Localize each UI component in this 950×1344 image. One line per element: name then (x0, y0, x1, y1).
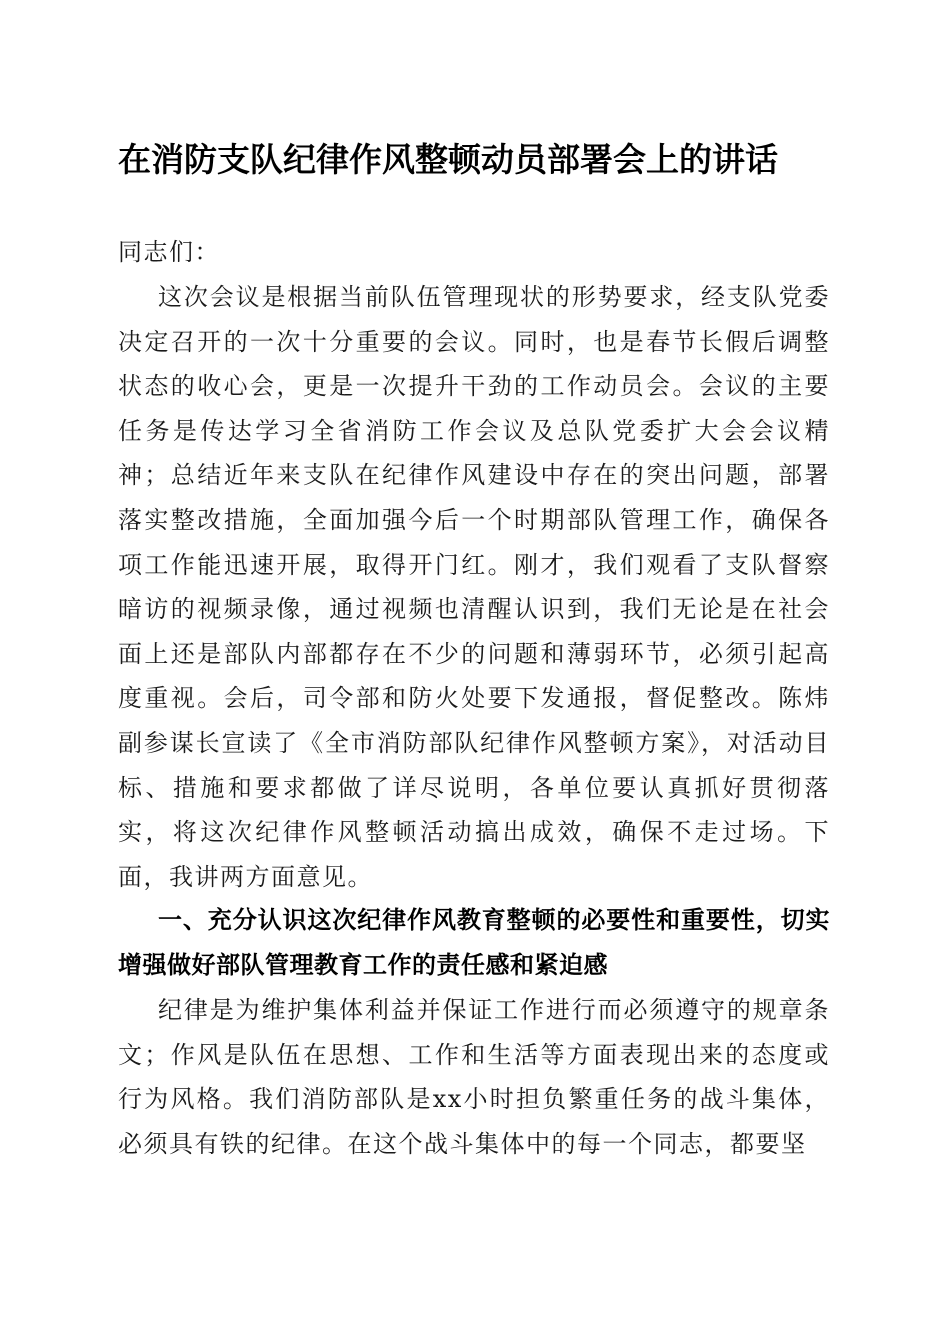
paragraph-intro: 这次会议是根据当前队伍管理现状的形势要求，经支队党委决定召开的一次十分重要的会议。同时，也是春节长假后调整状态的收心会，更是一次提升干劲的工作动员会。会议的主要任务是传达学习全省消防工作会议及总队党委扩大会会议精神；总结近年来支队在纪律作风建设中存在的突出问题，部署落实整改措施，全面加强今后一个时期部队管理工作，确保各项工作能迅速开展，取得开门红。刚才，我们观看了支队督察暗访的视频录像，通过视频也清醒认识到，我们无论是在社会面上还是部队内部都存在不少的问题和薄弱环节，必须引起高度重视。会后，司令部和防火处要下发通报，督促整改。陈炜副参谋长宣读了《全市消防部队纪律作风整顿方案》，对活动目标、措施和要求都做了详尽说明，各单位要认真抓好贯彻落实，将这次纪律作风整顿活动搞出成效，确保不走过场。下面，我讲两方面意见。 (118, 283, 830, 891)
paragraph-discipline: 纪律是为维护集体利益并保证工作进行而必须遵守的规章条文；作风是队伍在思想、工作和生活等方面表现出来的态度或行为风格。我们消防部队是xx小时担负繁重任务的战斗集体，必须具有铁的纪律。在这个战斗集体中的每一个同志，都要坚 (118, 996, 830, 1158)
salutation: 同志们： (118, 238, 220, 266)
section-heading-1: 一、充分认识这次纪律作风教育整顿的必要性和重要性，切实增强做好部队管理教育工作的责任感和紧迫感 (118, 906, 830, 979)
document-title: 在消防支队纪律作风整顿动员部署会上的讲话 (118, 140, 778, 179)
